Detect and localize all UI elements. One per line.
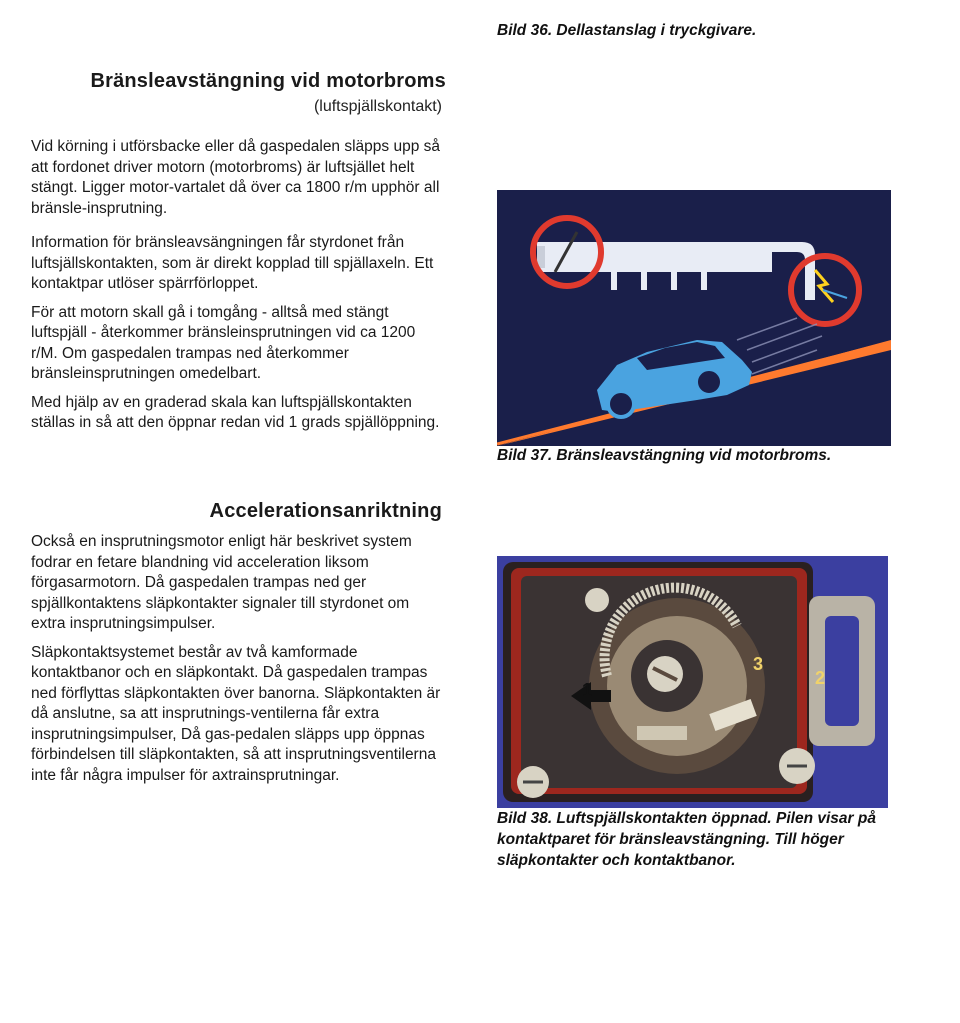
- section-title-fuel-cutoff: Bränsleavstängning vid motorbroms: [90, 70, 446, 92]
- paragraph: Också en insprutningsmotor enligt här beskrivet system fodrar en fetare blandning vid acceleration liksom förgasarmotorn. Då gaspedalen trampas ned ger spjällkontaktens släpkontakter signaler till styrdonet om extra insprutningsimpulser.: [31, 533, 412, 632]
- section-title-acceleration: Accelerationsanriktning: [209, 500, 442, 522]
- section-body-acceleration: [31, 532, 443, 794]
- paragraph: Vid körning i utförsbacke eller då gaspedalen släpps upp så att fordonet driver motorn (motorbroms) är luftsjället helt stängt. Ligger motor-vartalet då över ca 1800 r/m upphör all bränsle-insprutning.: [31, 138, 441, 217]
- figure-37-engine-brake-illustration: [497, 190, 891, 446]
- section-subtitle-fuel-cutoff: (luftspjällskontakt): [313, 98, 442, 115]
- paragraph: Med hjälp av en graderad skala kan luftspjällskontakten ställas in så att den öppnar redan vid 1 grads spjällöppning.: [31, 393, 440, 431]
- paragraph: Släpkontaktsystemet består av två kamformade kontaktbanor och en släpkontakt. Då gaspedalen trampas ned förflyttas släpkontakten över banorna. Släpkontakten är då anslutne, sa att insprutnings-ventilerna får extra insprutningsimpulser, Då gas-pedalen släpps upp öppnas förbindelsen till släpkontakten, så att insprutningsventilerna inte får några impulser för axtrainsprutningar.: [31, 643, 441, 784]
- label-one: 1: [582, 680, 593, 700]
- label-two: 2: [815, 668, 826, 688]
- figure-38-throttle-switch-photo: [497, 556, 888, 808]
- engine-brake-diagram: [497, 190, 891, 446]
- label-three: 3: [753, 654, 764, 674]
- section-body-fuel-cutoff: [31, 137, 443, 442]
- caption-bild-37: Bild 37. Bränsleavstängning vid motorbroms.: [497, 447, 832, 464]
- caption-bild-36: Bild 36. Dellastanslag i tryckgivare.: [497, 22, 757, 39]
- paragraph: Information för bränsleavsängningen får styrdonet från luftsjällskontakten, som är direkt kopplad till spjällaxeln. Ett kontaktpar utlöser spärrförloppet.: [31, 234, 434, 292]
- caption-bild-38: Bild 38. Luftspjällskontakten öppnad. Pilen visar på kontaktparet för bränsleavstängning. Till höger släpkontakter och kontaktbanor.: [497, 810, 876, 869]
- throttle-switch-photo: [497, 556, 888, 808]
- paragraph: För att motorn skall gå i tomgång - alltså med stängt luftspjäll - återkommer bränsleinsprutningen vid ca 1200 r/M. Om gaspedalen trampas ned återkommer bränsleinsprutningen omedelbart.: [31, 303, 416, 382]
